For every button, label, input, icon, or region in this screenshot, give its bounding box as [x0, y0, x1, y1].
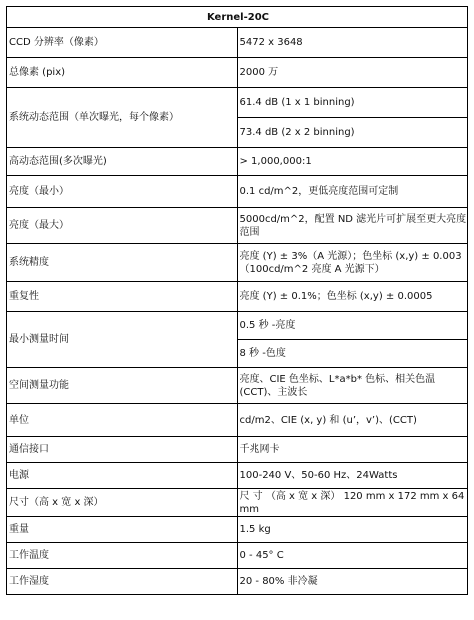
- row-label: 单位: [7, 404, 238, 437]
- row-label: 亮度（最小）: [7, 176, 238, 208]
- row-label: 最小测量时间: [7, 312, 238, 368]
- row-value: 1.5 kg: [237, 517, 468, 543]
- table-row: [7, 437, 468, 463]
- row-value: 亮度、CIE 色坐标、L*a*b* 色标、相关色温 (CCT)、主波长: [237, 368, 468, 404]
- row-value: 8 秒 -色度: [237, 340, 468, 368]
- row-value: 0.1 cd/m^2，更低亮度范围可定制: [237, 176, 468, 208]
- table-row: [7, 569, 468, 595]
- row-label: 工作温度: [7, 543, 238, 569]
- row-label: 重量: [7, 517, 238, 543]
- table-row: [7, 282, 468, 312]
- row-label: 尺寸（高 x 宽 x 深）: [7, 489, 238, 517]
- table-row: [7, 58, 468, 88]
- row-label: 通信接口: [7, 437, 238, 463]
- table-row: [7, 489, 468, 517]
- table-row: [7, 28, 468, 58]
- table-row: [7, 244, 468, 282]
- table-title: Kernel-20C: [7, 7, 468, 28]
- row-value: cd/m2、CIE (x, y) 和 (u’，v’)、(CCT): [237, 404, 468, 437]
- row-value: 100-240 V、50-60 Hz、24Watts: [237, 463, 468, 489]
- row-value: 2000 万: [237, 58, 468, 88]
- row-value: 5472 x 3648: [237, 28, 468, 58]
- row-value: 0.5 秒 -亮度: [237, 312, 468, 340]
- row-label: 系统动态范围（单次曝光，每个像素）: [7, 88, 238, 148]
- row-label: 高动态范围(多次曝光): [7, 148, 238, 176]
- table-header-row: [7, 7, 468, 28]
- row-label: 工作湿度: [7, 569, 238, 595]
- table-row: [7, 312, 468, 340]
- table-row: [7, 88, 468, 118]
- spec-table: [6, 6, 468, 595]
- row-value: 尺 寸 （高 x 宽 x 深） 120 mm x 172 mm x 64 mm: [237, 489, 468, 517]
- table-row: [7, 517, 468, 543]
- table-row: [7, 368, 468, 404]
- row-value: 61.4 dB (1 x 1 binning): [237, 88, 468, 118]
- table-row: [7, 463, 468, 489]
- table-row: [7, 404, 468, 437]
- row-value: 0 - 45° C: [237, 543, 468, 569]
- row-value: 20 - 80% 非冷凝: [237, 569, 468, 595]
- row-value: 亮度 (Y) ± 0.1%；色坐标 (x,y) ± 0.0005: [237, 282, 468, 312]
- row-value: 73.4 dB (2 x 2 binning): [237, 118, 468, 148]
- row-label: 空间测量功能: [7, 368, 238, 404]
- row-label: 重复性: [7, 282, 238, 312]
- row-label: 电源: [7, 463, 238, 489]
- table-row: [7, 208, 468, 244]
- row-label: 系统精度: [7, 244, 238, 282]
- table-row: [7, 176, 468, 208]
- table-row: [7, 148, 468, 176]
- row-value: 千兆网卡: [237, 437, 468, 463]
- row-label: 总像素 (pix): [7, 58, 238, 88]
- row-label: CCD 分辨率（像素）: [7, 28, 238, 58]
- row-value: 5000cd/m^2，配置 ND 滤光片可扩展至更大亮度范围: [237, 208, 468, 244]
- row-value: 亮度 (Y) ± 3%（A 光源）；色坐标 (x,y) ± 0.003（100cd/m^2 亮度 A 光源下）: [237, 244, 468, 282]
- table-row: [7, 543, 468, 569]
- row-value: > 1,000,000:1: [237, 148, 468, 176]
- row-label: 亮度（最大）: [7, 208, 238, 244]
